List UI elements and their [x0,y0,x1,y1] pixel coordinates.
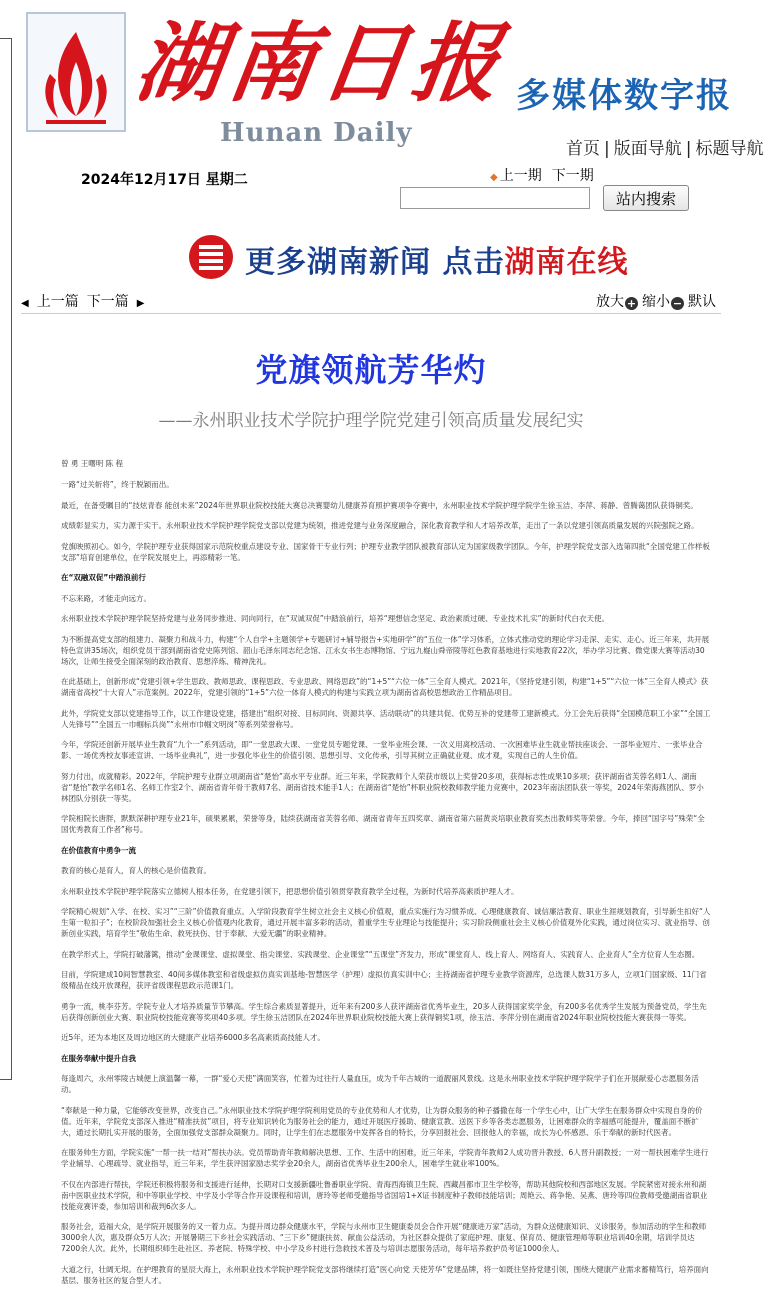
search-input[interactable] [400,187,590,209]
article-paging [21,291,152,311]
article-paragraph: 成绩彰显实力，实力源于实干。永州职业技术学院护理学院党支部以党建为统领，推进党建与业务深度融合，深化教育教学和人才培养改革，走出了一条以党建引领高质量发展的兴院强院之路。 [61,521,699,530]
nav-separator: | [604,139,610,159]
article-paragraph: 一路“过关斩将”，终于脱颖而出。 [61,480,174,489]
article-paragraph: 此外，学院党支部以党建指导工作，以工作建设党建，搭建出“组织对接、目标同向、资源共享、活动联动”的共建共促、优势互补的党建带工建新模式。分工会先后获得“全国模范职工小家”“全国工人先锋号”“全国五一巾帼标兵岗”“永州市巾帼文明岗”等系列荣誉称号。 [61,708,711,729]
article-paragraph: 教育的核心是育人，育人的核心是价值教育。 [61,866,211,875]
article-nav [21,291,721,314]
masthead-english: Hunan Daily [220,118,413,148]
triangle-right-icon: ▶ [136,298,145,309]
section-heading: 在“双融双促”中踏浪前行 [61,573,146,582]
article-paragraph: 不仅在内部进行帮扶，学院还积极将服务和支援进行延伸，长期对口支援新疆吐鲁番职业学院、青海西海镇卫生院、西藏昌都市卫生学校等，帮助其他院校和西部地区发展。学院紧密对接永州和湖南中医职业技术学院，和中等职业学校、中学及小学等合作开设课程和培训，唐玲等老师受邀指导省国培1+X证书制度种子教师技能培训；周艳云、蒋争艳、吴燕、唐玲等四位教师受邀湖南省职业技能竞赛评委，参加培训和裁判6次多人。 [61,1179,708,1211]
prev-issue-link[interactable]: 上一期 [499,168,542,184]
article-subtitle: ——永州职业技术学院护理学院党建引领高质量发展纪实 [158,411,584,431]
article-paragraph: 在教学形式上，学院打破藩篱，推动“金课课堂、虚拟课堂、指尖课堂、实践课堂、企业课堂”“五课堂”齐发力，形成“课堂育人、线上育人、网络育人、实践育人、企业育人”全方位育人生态圈。 [61,949,700,959]
zoom-controls [596,291,716,311]
article-paragraph: 学院相院长唐胖，默默深耕护理专业21年，硕果累累，荣誉等身，陆续获湖南省芙蓉名师、湖南省青年五四奖章、湖南省第六届黄炎培职业教育奖杰出教师奖等荣誉。今年，捧回“国字号”殊荣“全国优秀教育工作者”称号。 [61,814,705,834]
zoom-in-link[interactable]: 放大 [596,294,624,310]
hunan-online-banner[interactable] [189,231,629,283]
nav-separator: | [685,139,692,159]
article-paragraph: 大道之行，壮阔无垠。在护理教育的星辰大海上，永州职业技术学院护理学院党支部将继续打造“医心向党 天使芳华”党建品牌，将一如既往坚持党建引领，围绕大健康产业需求蓄精笃行，培养面向基层、服务社区的复合型人才。 [61,1264,709,1285]
nav-page-nav[interactable]: 版面导航 [613,139,682,159]
banner-text-blue: 更多湖南新闻 点击 [245,245,505,280]
article-title: 党旗领航芳华灼 [255,351,487,389]
article-paragraph: 党旗映照初心。如今，学院护理专业获得国家示范院校重点建设专业、国家骨干专业行列；护理专业教学团队被教育部认定为国家级教学团队。今年，护理学院党支部入选第四批“全国党建工作样板支部”培育创建单位，在学院发展史上，再添精彩一笔。 [61,541,710,562]
arrow-icon: ◆ [490,172,498,183]
plus-circle-icon[interactable]: + [626,297,637,310]
article-paragraph: 目前，学院建成10间智慧教室、40间多媒体教室和省级虚拟仿真实训基地-智慧医学（护理）虚拟仿真实训中心；主持湖南省护理专业教学资源库，总选课人数31万多人，立项1门国家级、11门省级精品在线开放课程，获评省级课程思政示范课1门。 [61,970,707,990]
masthead-calligraphy: 湖南日报 [129,13,513,114]
article-paragraph: 勇争一流，桃李芬芳。学院专业人才培养质量节节攀高。学生综合素质显著提升，近年来有200多人获评湖南省优秀毕业生，20多人获得国家奖学金，有200多名优秀学生发展为预备党员，学生先后获得创新创业大赛、职业院校技能竞赛等奖项40多项。学生徐玉洁团队在2024年世界职业院校技能大赛上获得铜奖1项，徐玉洁、李萍分别在湖南省2024年职业院校技能大赛获得一等奖。 [61,1001,707,1022]
banner-text-red: 湖南在线 [504,245,629,280]
article-paragraph: 在服务帅生方面，学院实施“一帮一扶一结对”帮扶办法。党员帮助青年教师解决思想、工作、生活中的困难，近三年来，学院青年教师2人成功晋升教授、6人晋升副教授；一对一帮扶困难学生进行学业辅导、心理疏导、就业指导，近三年来，学生获评国家励志奖学金20余人，湖南省优秀毕业生200余人，困难学生就业率100%。 [61,1148,709,1168]
article-paragraph: 努力付出，成就精彩。2022年，学院护理专业群立项湖南省“楚怡”高水平专业群。近三年来，学院教师个人荣获市级以上奖誉20多项，获得标志性成果10多项；获评湖南省芙蓉名师1人、湖南省“楚怡”教学名师1名、名师工作室2个、湖南省青年骨干教师7名、湖南省技术能手1人；在湖南省“楚怡”杯职业院校教师教学能力竞赛中，2023年南法团队获一等奖，2024年荣海燕团队、罗小林团队分别获一等奖。 [61,771,704,803]
article-paragraph: “奉献是一种力量，它能够改变世界，改变自己。”永州职业技术学院护理学院利用党员的专业优势和人才优势，让为群众服务的种子播撒在每一个学生心中，让广大学生在服务群众中实现自身的价值。近年来，学院党支部深入推进“精准扶贫”项目，将专业知识转化为服务社会的能力，通过开展医疗援助、健康宣教、送医下乡等各类志愿服务，让困难群众的幸福感可能提升，覆盖面不断扩大，通过长期扎实开展的服务，全面加强党支部群众凝聚力。同时，让学生们在志愿服务中发挥各自的特长，分享回报社会、回报他人的幸福，成长为心怀感恩、乐于奉献的新时代医者。 [61,1105,703,1137]
article-paragraph: 不忘来路，才能走向远方。 [61,593,151,603]
issue-date: 2024年12月17日 星期二 [81,172,248,188]
nav-home[interactable]: 首页 [566,139,600,159]
multimedia-title: 多媒体数字报 [516,76,732,116]
article-paragraph: 近5年，还为本地区及周边地区的大健康产业培养6000多名高素质高技能人才。 [61,1033,325,1042]
period-nav [490,165,604,185]
article-body [61,458,711,1295]
article-paragraph: 最近，在备受瞩目的“技炫青春 能创未来”2024年世界职业院校技能大赛总决赛婴幼儿健康养育照护赛项争夺赛中，永州职业技术学院护理学院学生徐玉洁、李萍、蒋静、曾腾蔼团队获得铜奖。 [61,500,698,510]
side-panel [0,38,12,1080]
nav-title-nav[interactable]: 标题导航 [695,139,763,159]
prev-article-link[interactable]: 上一篇 [36,294,79,310]
triangle-left-icon: ◀ [21,298,29,309]
article-paragraph: 为不断提高党支部的组建力、凝聚力和战斗力，构建“个人自学+主题领学+专题研讨+辅导报告+实地研学”的“五位一体”学习体系，立体式推动党的理论学习走深、走实、走心。近三年来，共开展特色宣讲35场次，组织党员干部到湖南省党史陈列馆、韶山毛泽东同志纪念馆、江永女书生态博物馆、宁远九嶷山舜帝陵等红色教育基地进行实地教育22次，举办学习比赛、微党课大赛等活动30场次，让师生接受全面深刻的政治教育、思想淬炼、精神洗礼。 [61,634,710,666]
article-paragraph: 今年，学院还创新开展毕业生教育“九个一”系列活动，即“一堂思政大课、一堂党员专题党课、一堂毕业班会课、一次义用离校活动、一次困难毕业生就业帮扶座谈会、一部毕业短片、一张毕业合影、一场优秀校友事迹宣讲、一场毕业典礼”，进一步强化毕业生的价值引领、思想引导、文化传承，引导其树立正确就业观、成才观，实现自己的人生价值。 [61,740,703,760]
next-article-link[interactable]: 下一篇 [86,294,129,310]
next-issue-link[interactable]: 下一期 [551,168,594,184]
top-nav [566,134,763,159]
article-paragraph: 学院精心规划“入学、在校、实习”“三阶”价值教育重点。入学阶段教育学生树立社会主义核心价值观，重点实施行为习惯养成、心理健康教育、诚信廉洁教育、职业生涯规划教育，引导新生扣好“人生第一粒扣子”；在校阶段加强社会主义核心价值观内化教育，通过开展丰富多彩的活动，着重学生专业理论与技能提升；实习阶段侧重社会主义核心价值观外化实践，通过岗位实习、就业指导、创新创业实践，培育学生“敬佑生命、救死扶伤、甘于奉献、大爱无疆”的职业精神。 [61,907,711,938]
article-paragraph: 服务社会，造福大众，是学院开展服务的又一着力点。为提升周边群众健康水平，学院与永州市卫生健康委员会合作开展“健康进万家”活动，为群众送健康知识、义诊服务，参加活动的学生和教师3000余人次，惠及群众5万人次；开展暑期三下乡社会实践活动、“三下乡”健康扶贫、献血公益活动，为社区群众提供了家庭护理、康复、保育员、健康管理师等职业培训40余期，培训学员达7200余人次。此外，长期组织师生赴社区、养老院、特殊学校、中小学及乡村进行急救技术普及与培训志愿服务活动，每年培养救护员考证1000余人。 [61,1222,707,1253]
zoom-default-link[interactable]: 默认 [688,294,716,310]
article-paragraph: 永州职业技术学院护理学院坚持党建与业务同步推进、同向同行，在“双诚双促”中踏浪前行，培养“理想信念坚定、政治素质过硬、专业技术扎实”的新时代白衣天使。 [61,614,610,623]
minus-circle-icon[interactable]: − [672,297,683,310]
hunan-online-logo-icon [189,235,233,279]
article-author: 曾 勇 王曙明 陈 程 [61,459,124,468]
article-paragraph: 在此基础上，创新形成“党建引领+学生思政、教师思政、课程思政、专业思政、网络思政”的“1+5”“六位一体”三全育人模式。2021年，《坚持党建引领，构建“1+5”“六位一体”三全育人模式》获湖南省高校“十大育人”示范案例。2022年，党建引领的“1+5”六位一体育人模式的构建与实践立项为湖南省高校思想政治工作精品项目。 [61,677,709,697]
section-heading: 在价值教育中勇争一流 [61,845,136,855]
masthead [20,0,763,160]
article-paragraph: 每逢周六，永州零陵古城便上演温馨一幕，一群“爱心天使”满面笑容，忙着为过往行人量血压，成为千年古城的一道靓丽风景线。这是永州职业技术学院护理学院学子们在开展献爱心志愿服务活动。 [61,1074,699,1094]
flame-logo [26,12,126,132]
zoom-out-link[interactable]: 缩小 [642,294,670,310]
article-paragraph: 永州职业技术学院护理学院落实立德树人根本任务，在党建引领下，把思想价值引领贯穿教育教学全过程，为新时代培养高素质护理人才。 [61,886,519,896]
banner-text [245,237,628,281]
section-heading: 在服务奉献中提升自我 [61,1053,136,1063]
search-button[interactable]: 站内搜索 [603,185,689,211]
